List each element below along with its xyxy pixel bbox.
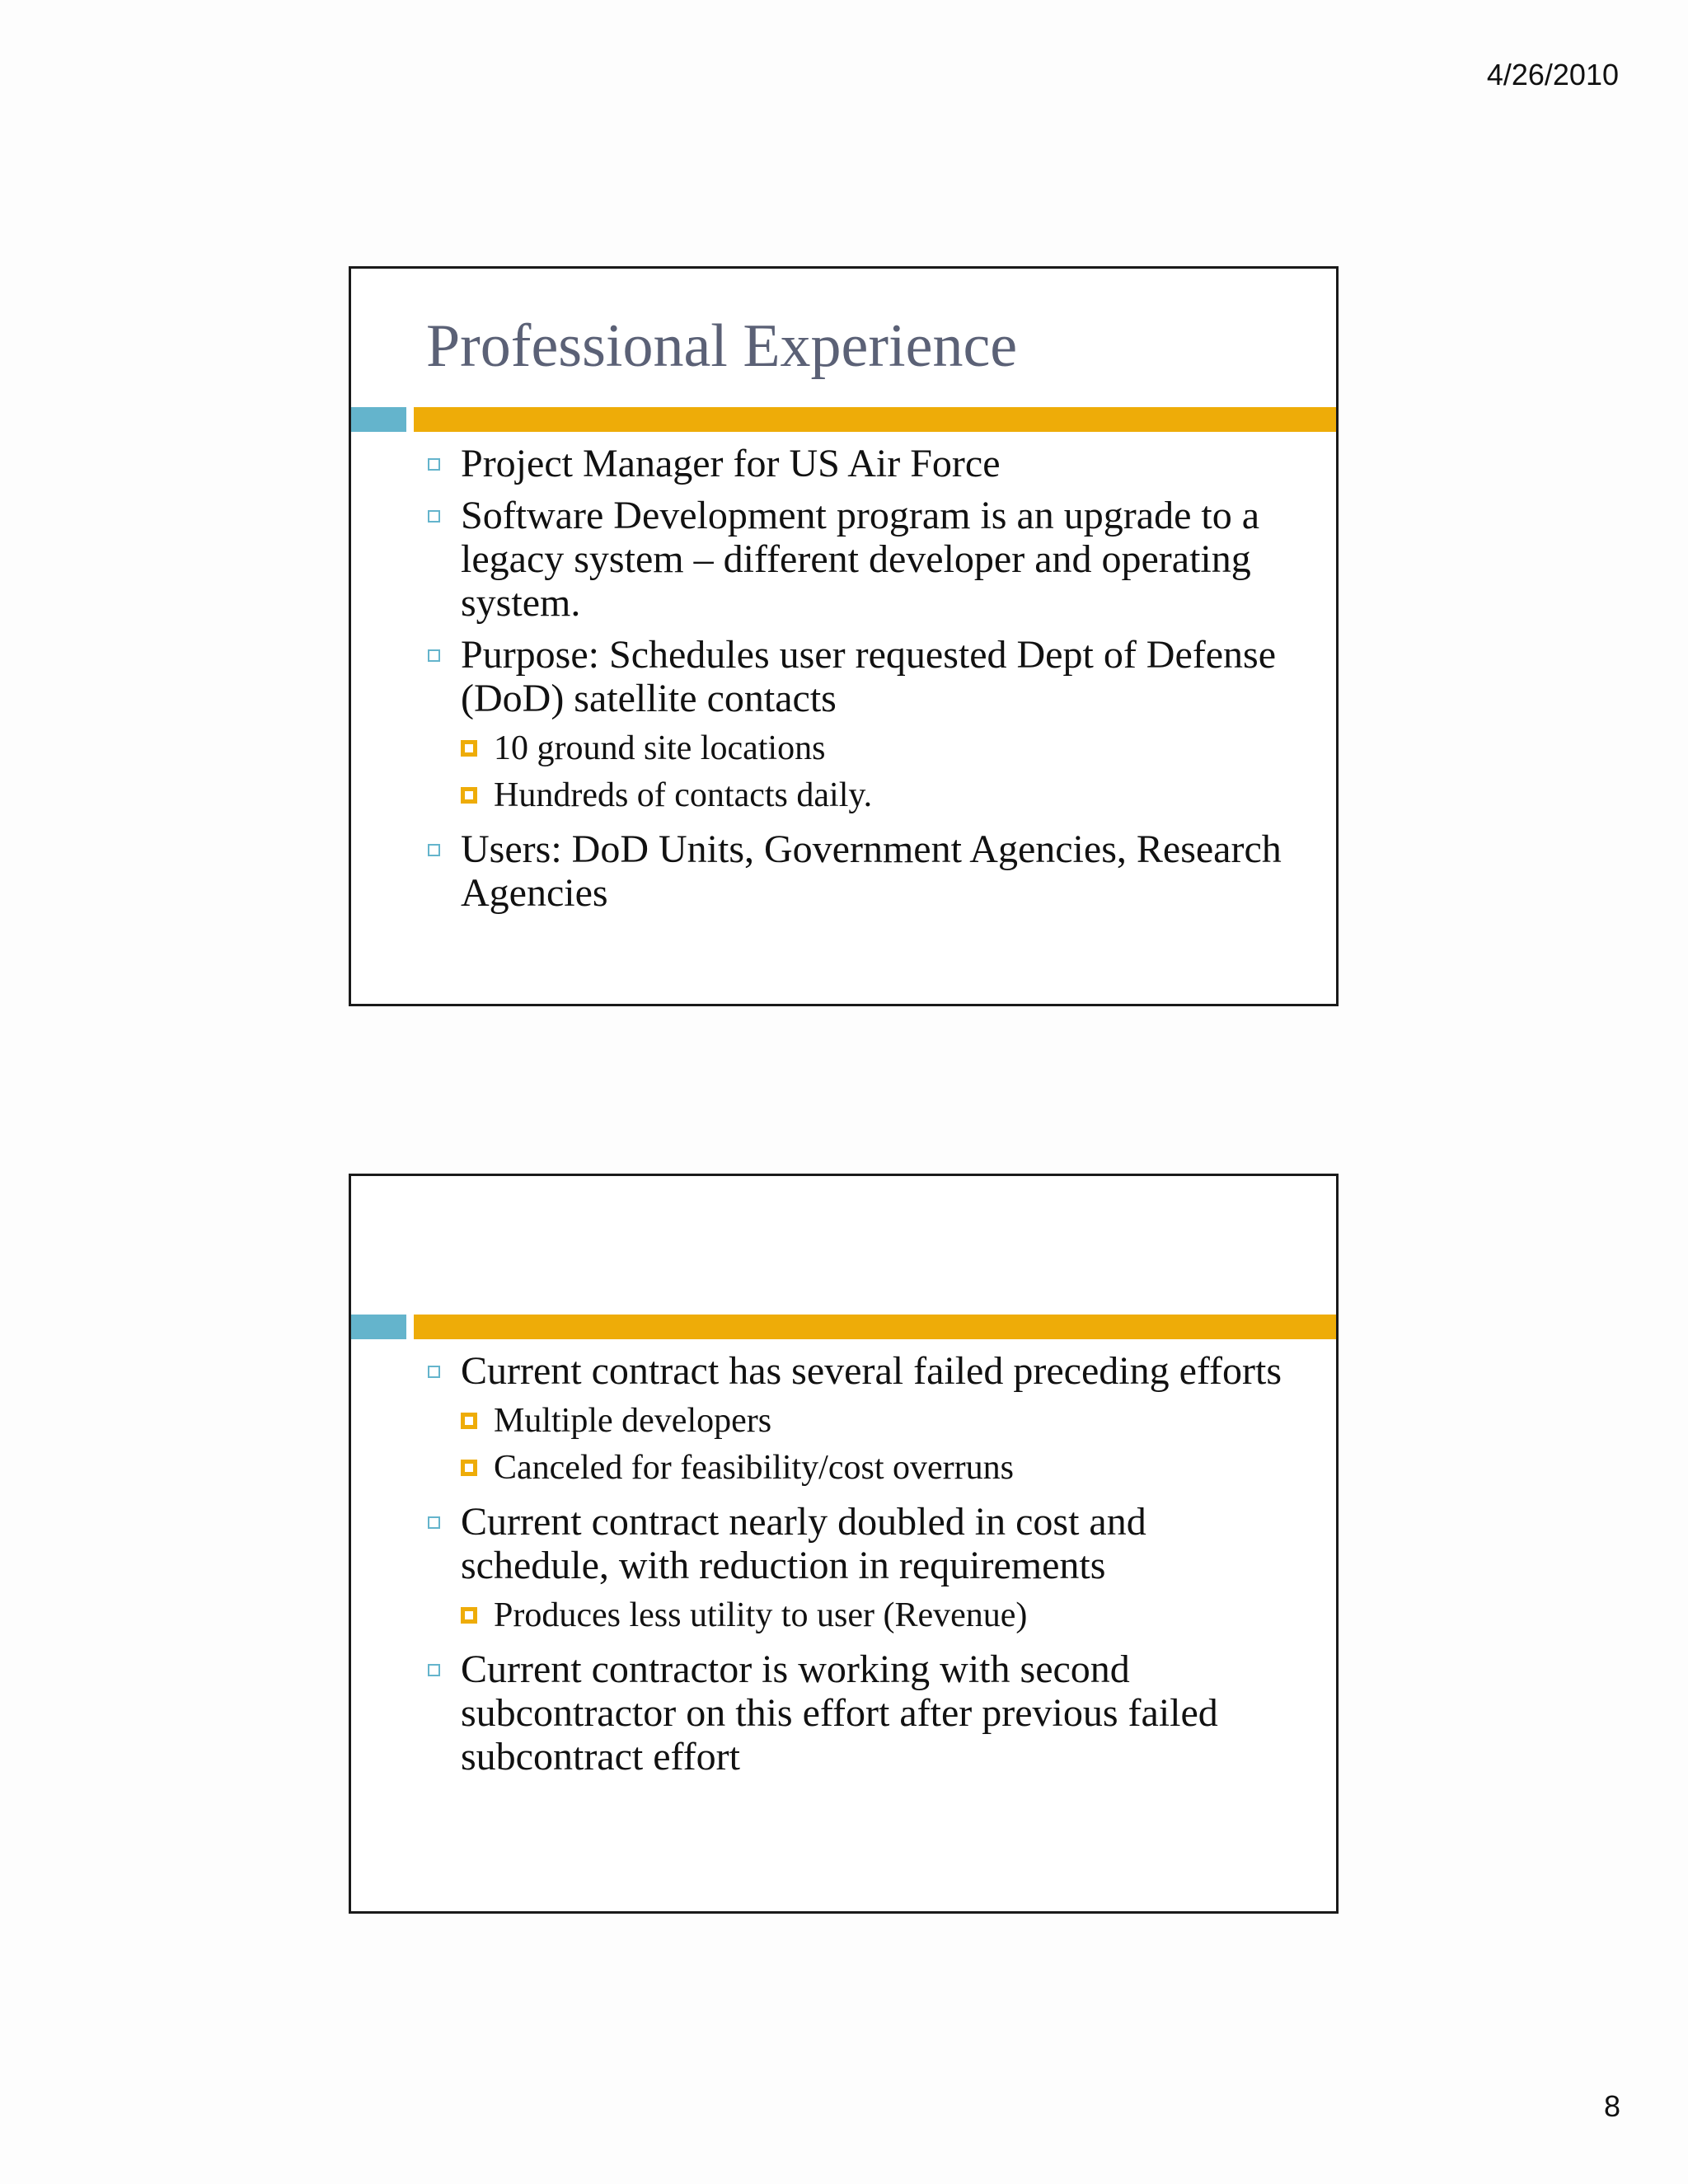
square-bullet-icon [428,1664,440,1676]
accent-bar-gold [414,407,1336,432]
bullet-item [426,633,1303,819]
bullet-text: Software Development program is an upgrade to a legacy system – different developer and operating system. [461,494,1260,625]
page-date: 4/26/2010 [1486,58,1619,91]
sub-bullet-item [461,725,1303,772]
slide-1 [349,266,1339,1006]
sub-bullet-item [461,1445,1303,1492]
sub-bullet-item [461,1398,1303,1445]
square-bullet-icon [428,458,440,471]
sub-bullet-text: Canceled for feasibility/cost overruns [494,1449,1014,1487]
square-bullet-icon [428,510,440,523]
sub-bullet-text: 10 ground site locations [494,729,826,767]
square-bullet-icon [428,844,440,856]
sub-bullet-text: Produces less utility to user (Revenue) [494,1596,1028,1634]
bullet-item [426,442,1303,485]
accent-bar-gold [414,1315,1336,1339]
bullet-text: Current contract nearly doubled in cost and schedule, with reduction in requirements [461,1500,1146,1587]
slide-title: Professional Experience [426,312,1018,380]
filled-square-bullet-icon [461,1607,477,1624]
sub-bullet-text: Hundreds of contacts daily. [494,776,873,814]
bullet-text: Purpose: Schedules user requested Dept of Defense (DoD) satellite contacts [461,633,1277,720]
square-bullet-icon [428,649,440,662]
sub-bullet-item [461,772,1303,819]
bullet-text: Users: DoD Units, Government Agencies, Research Agencies [461,827,1282,915]
accent-bar-blue [351,1315,406,1339]
bullet-item [426,1500,1303,1639]
bullet-list [426,442,1303,923]
sub-bullet-text: Multiple developers [494,1402,772,1440]
slide-2 [349,1174,1339,1914]
sub-bullet-item [461,1592,1303,1639]
sub-bullet-list [461,725,1303,819]
filled-square-bullet-icon [461,1460,477,1476]
page-number: 8 [1603,2089,1620,2123]
sub-bullet-list [461,1592,1303,1639]
accent-bar-blue [351,407,406,432]
filled-square-bullet-icon [461,1413,477,1429]
bullet-item [426,494,1303,625]
bullet-text: Current contract has several failed preceding efforts [461,1349,1282,1393]
sub-bullet-list [461,1398,1303,1492]
filled-square-bullet-icon [461,787,477,804]
bullet-item [426,1349,1303,1492]
bullet-list [426,1349,1303,1787]
bullet-item [426,827,1303,915]
bullet-text: Project Manager for US Air Force [461,442,1001,485]
bullet-text: Current contractor is working with second subcontractor on this effort after previous failed subcontract effort [461,1647,1218,1779]
bullet-item [426,1647,1303,1779]
filled-square-bullet-icon [461,740,477,757]
square-bullet-icon [428,1366,440,1378]
square-bullet-icon [428,1516,440,1529]
